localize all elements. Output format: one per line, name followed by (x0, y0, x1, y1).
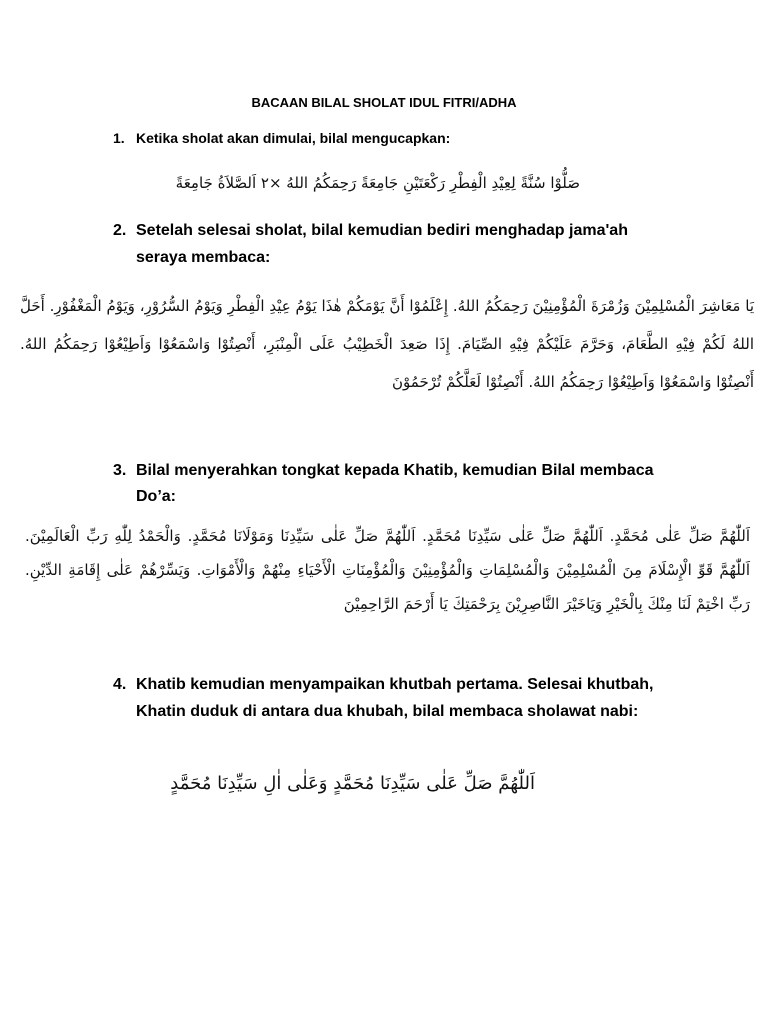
item-number: 4. (113, 676, 127, 693)
arabic-text-3: اَللّٰهُمَّ صَلِّ عَلٰى مُحَمَّدٍ. اَللّٰهُمَّ صَلِّ عَلٰى سَيِّدِنَا مُحَمَّدٍ. اَللّٰهُمَّ صَلِّ عَلٰى سَيِّدِنَا وَمَوْلَانَا مُحَمَّدٍ. وَالْحَمْدُ لِلّٰهِ رَبِّ الْعَالَمِيْنَ. اَللّٰهُمَّ قَوِّ الْإِسْلَامَ مِنَ الْمُسْلِمِيْنَ وَالْمُسْلِمَاتِ وَالْمُؤْمِنِيْنَ وَالْمُؤْمِنَاتِ الْأَحْيَاءِ مِنْهُمْ وَالْأَمْوَاتِ. وَيَسِّرْهُمْ عَلٰى إِقَامَةِ الدِّيْنِ. رَبِّ اخْتِمْ لَنَا مِنْكَ بِالْخَيْرِ وَيَاخَيْرَ النَّاصِرِيْنَ بِرَحْمَتِكَ يَا أَرْحَمَ الرَّاحِمِيْنَ (25, 527, 750, 613)
list-item-2 (113, 217, 673, 271)
arabic-text-2: يَا مَعَاشِرَ الْمُسْلِمِيْنَ وَزُمْرَةَ الْمُؤْمِنِيْنَ رَحِمَكُمُ اللهُ. إِعْلَمُوْا أَنَّ يَوْمَكُمْ هٰذَا يَوْمُ عِيْدِ الْفِطْرِ وَيَوْمُ السُّرُوْرِ، وَيَوْمُ الْمَغْفُوْرِ. أَحَلَّ اللهُ لَكُمْ فِيْهِ الطَّعَامَ، وَحَرَّمَ عَلَيْكُمْ فِيْهِ الصِّيَامَ. إِذَا صَعِدَ الْخَطِيْبُ عَلَى الْمِنْبَرِ، أَنْصِتُوْا وَاسْمَعُوْا وَاَطِيْعُوْا رَحِمَكُمُ اللهُ. أَنْصِتُوْا وَاسْمَعُوْا وَاَطِيْعُوْا رَحِمَكُمُ اللهُ. أَنْصِتُوْا لَعَلَّكُمْ تُرْحَمُوْنَ (20, 297, 754, 391)
item-text: Bilal menyerahkan tongkat kepada Khatib, kemudian Bilal membaca Do’a: (136, 462, 654, 505)
item-number: 2. (113, 222, 127, 239)
list-item-4 (113, 671, 673, 725)
item-text: Ketika sholat akan dimulai, bilal mengucapkan: (136, 130, 451, 146)
arabic-text-4: اَللّٰهُمَّ صَلِّ عَلٰى سَيِّدِنَا مُحَمَّدٍ وَعَلٰى اٰلِ سَيِّدِنَا مُحَمَّدٍ (170, 773, 535, 794)
item-text: Setelah selesai sholat, bilal kemudian bediri menghadap jama'ah seraya membaca: (136, 222, 628, 266)
item-number: 3. (113, 462, 127, 479)
list-item-3 (113, 458, 673, 510)
list-item-1 (113, 129, 673, 147)
document-title: BACAAN BILAL SHOLAT IDUL FITRI/ADHA (251, 95, 517, 110)
item-text: Khatib kemudian menyampaikan khutbah pertama. Selesai khutbah, Khatin duduk di antara dua khubah, bilal membaca sholawat nabi: (136, 676, 654, 720)
arabic-text-1: صَلُّوْا سُنَّةً لِعِيْدِ الْفِطْرِ رَكْعَتَيْنِ جَامِعَةً رَحِمَكُمُ اللهُ ×٢ اَلصَّلاَةُ جَامِعَةً (175, 174, 580, 192)
item-number: 1. (113, 130, 125, 146)
